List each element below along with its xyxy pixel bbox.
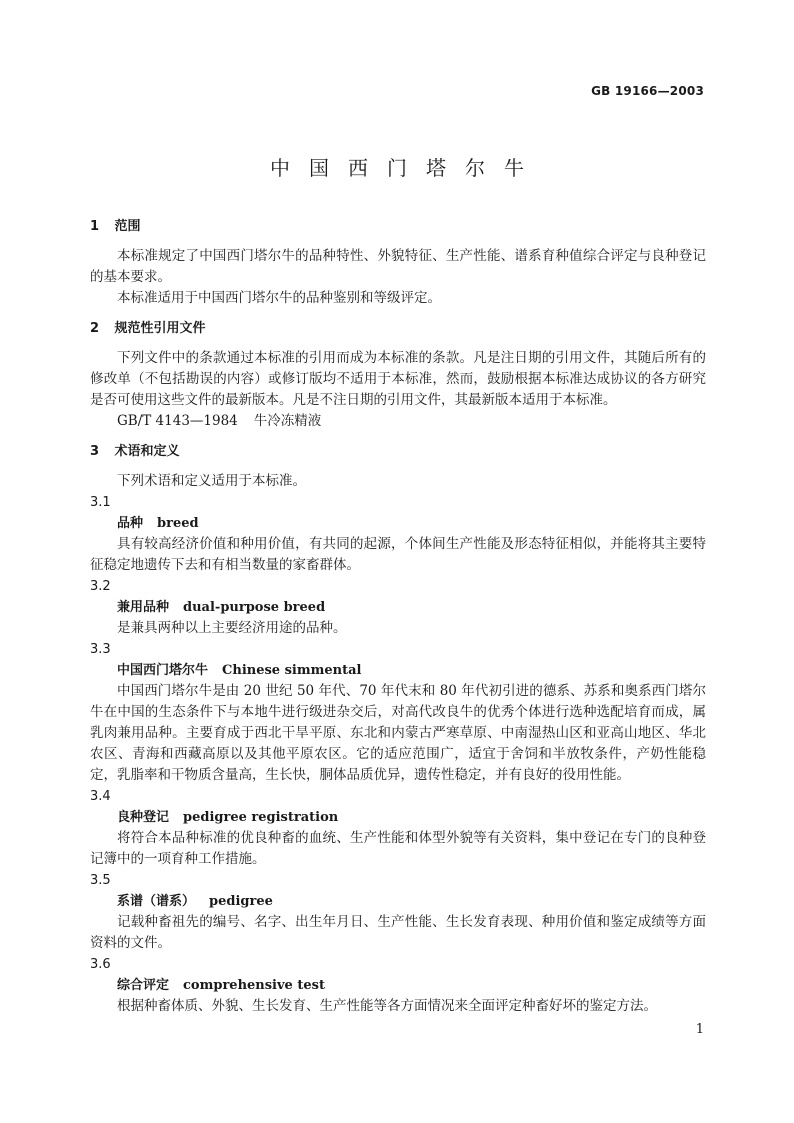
section-title: 术语和定义 — [114, 444, 180, 459]
standard-code: GB 19166—2003 — [591, 84, 704, 98]
term-name — [90, 975, 706, 996]
terms-intro: 下列术语和定义适用于本标准。 — [117, 473, 306, 489]
term-zh: 品种 — [117, 516, 144, 531]
term-number: 3.5 — [90, 873, 111, 888]
reference-title: 牛冷冻精液 — [253, 413, 322, 429]
section-number: 3 — [90, 444, 100, 459]
section-heading-terms-definitions — [90, 441, 706, 462]
term-definition: 中国西门塔尔牛是由 20 世纪 50 年代、70 年代末和 80 年代初引进的德系、苏系和奥系西门塔尔牛在中国的生态条件下与本地牛进行级进杂交后，对高代改良牛的优秀个体进行选种选配培育而成，属乳肉兼用品种。主要育成于西北干旱平原、东北和内蒙古严寒草原、中南湿热山区和亚高山地区、华北农区、青海和西藏高原以及其他平原农区。它的适应范围广，适宜于舍饲和半放牧条件，产奶性能稳定，乳脂率和干物质含量高，生长快，胴体品质优异，遗传性稳定，并有良好的役用性能。 — [90, 683, 706, 783]
page-number: 1 — [695, 1022, 704, 1037]
scope-paragraph-1: 本标准规定了中国西门塔尔牛的品种特性、外貌特征、生产性能、谱系育种值综合评定与良种登记的基本要求。 — [90, 248, 706, 285]
term-number: 3.2 — [90, 579, 111, 594]
term-zh: 系谱（谱系） — [117, 894, 196, 909]
section-number: 1 — [90, 219, 100, 234]
scope-paragraph-2: 本标准适用于中国西门塔尔牛的品种鉴别和等级评定。 — [117, 290, 441, 306]
term-zh: 兼用品种 — [117, 600, 170, 615]
term-en: comprehensive test — [183, 978, 325, 993]
term-definition: 将符合本品种标准的优良种畜的血统、生产性能和体型外貌等有关资料，集中登记在专门的良种登记簿中的一项育种工作措施。 — [90, 830, 706, 867]
document-title: 中国西门塔尔牛 — [270, 156, 543, 180]
term-name — [90, 807, 706, 828]
term-name — [90, 513, 706, 534]
term-number: 3.1 — [90, 495, 111, 510]
reference-code: GB/T 4143—1984 — [117, 413, 238, 429]
section-heading-normative-references — [90, 318, 706, 339]
section-title: 范围 — [114, 219, 141, 234]
term-en: dual-purpose breed — [183, 600, 326, 615]
term-number: 3.4 — [90, 789, 111, 804]
term-en: pedigree registration — [183, 810, 339, 825]
term-name — [90, 597, 706, 618]
document-body — [90, 216, 706, 1017]
term-definition: 记载种畜祖先的编号、名字、出生年月日、生产性能、生长发育表现、种用价值和鉴定成绩等方面资料的文件。 — [90, 914, 706, 951]
term-definition: 根据种畜体质、外貌、生长发育、生产性能等各方面情况来全面评定种畜好坏的鉴定方法。 — [117, 998, 657, 1014]
term-en: Chinese simmental — [222, 663, 362, 678]
section-heading-scope — [90, 216, 706, 237]
term-zh: 中国西门塔尔牛 — [117, 663, 209, 678]
term-definition: 具有较高经济价值和种用价值，有共同的起源，个体间生产性能及形态特征相似，并能将其主要特征稳定地遗传下去和有相当数量的家畜群体。 — [90, 536, 706, 573]
section-title: 规范性引用文件 — [114, 321, 206, 336]
reference-item — [90, 411, 706, 432]
term-zh: 良种登记 — [117, 810, 170, 825]
term-zh: 综合评定 — [117, 978, 170, 993]
term-en: breed — [157, 516, 199, 531]
term-number: 3.6 — [90, 957, 111, 972]
term-number: 3.3 — [90, 642, 111, 657]
term-en: pedigree — [209, 894, 273, 909]
term-definition: 是兼具两种以上主要经济用途的品种。 — [117, 620, 347, 636]
references-paragraph: 下列文件中的条款通过本标准的引用而成为本标准的条款。凡是注日期的引用文件，其随后所有的修改单（不包括勘误的内容）或修订版均不适用于本标准，然而，鼓励根据本标准达成协议的各方研究是否可使用这些文件的最新版本。凡是不注日期的引用文件，其最新版本适用于本标准。 — [90, 350, 706, 408]
term-name — [90, 660, 706, 681]
term-name — [90, 891, 706, 912]
section-number: 2 — [90, 321, 100, 336]
